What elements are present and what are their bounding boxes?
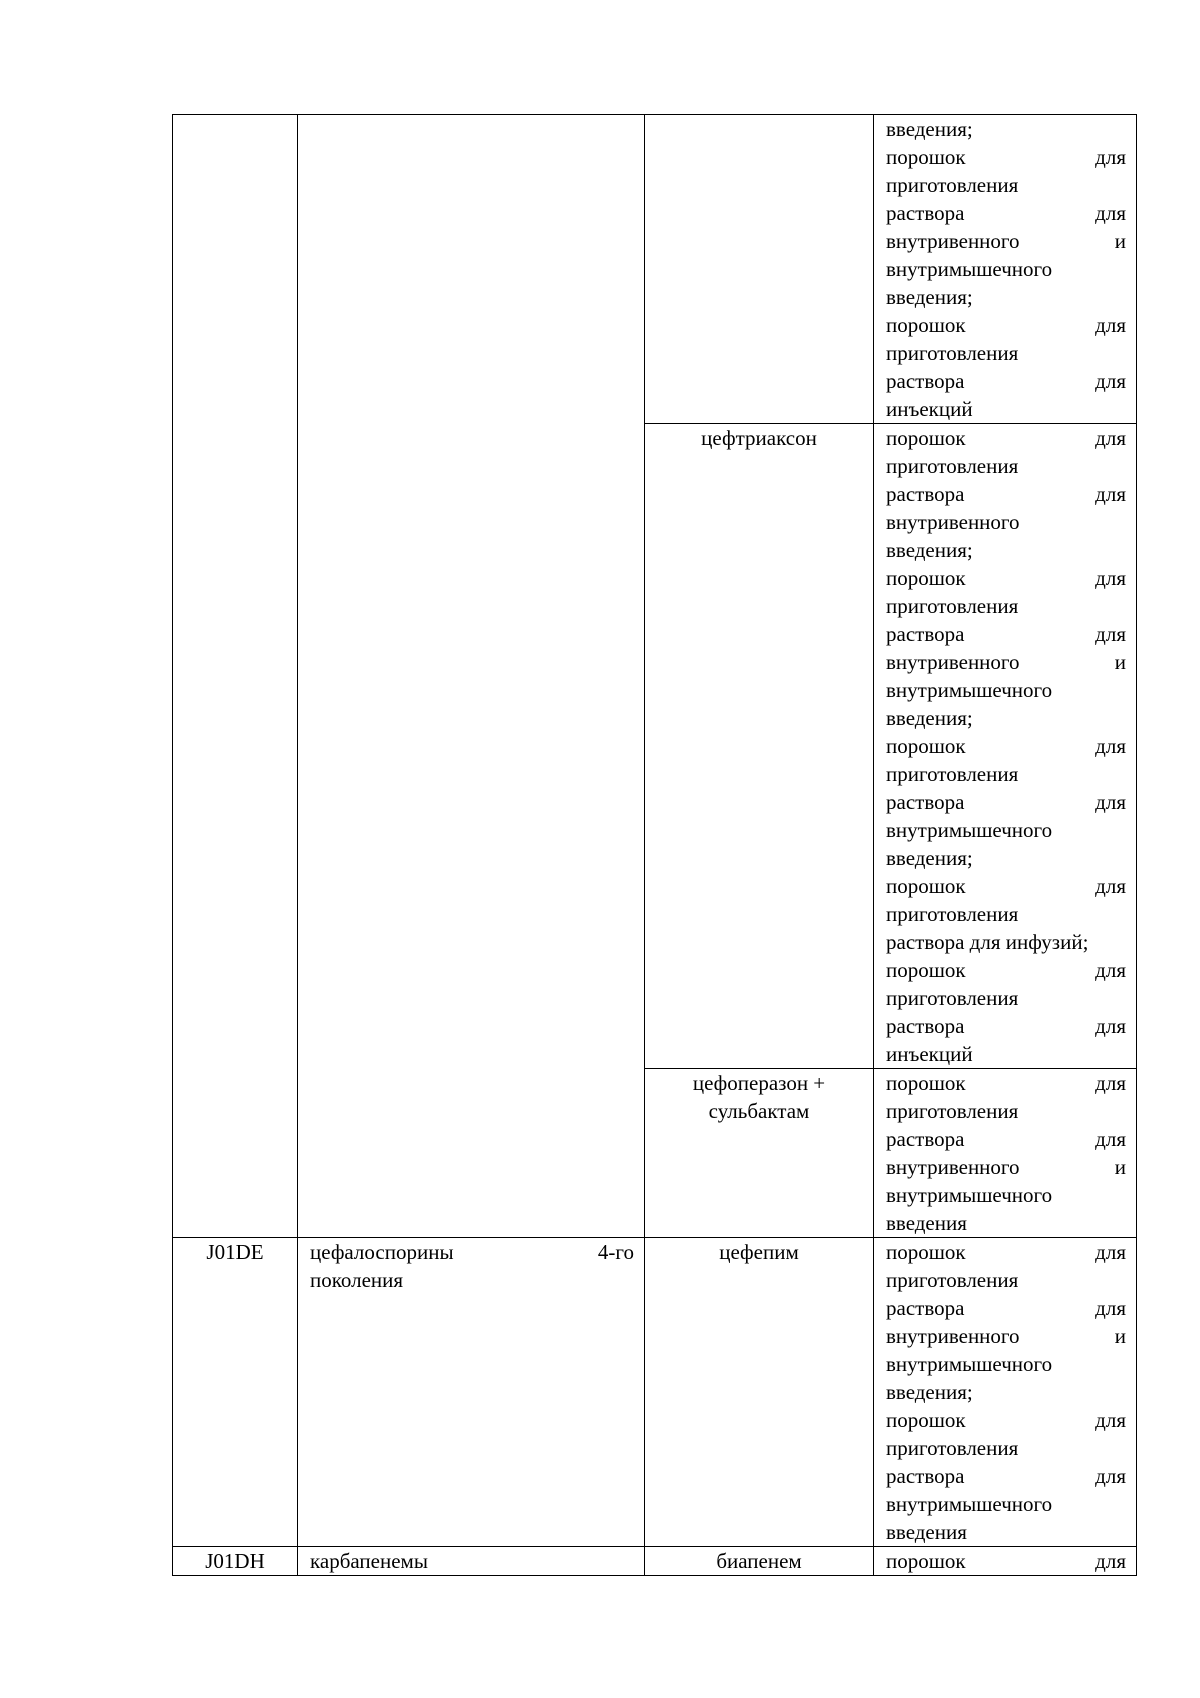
form-line-word: порошок	[886, 1071, 966, 1095]
form-line	[886, 1097, 1126, 1125]
form-line	[886, 592, 1126, 620]
form-line-word: приготовления	[886, 454, 1019, 478]
table-row	[173, 1547, 1137, 1576]
form-line-word: для	[1095, 790, 1126, 814]
form-line	[886, 984, 1126, 1012]
form-line-word: внутривенного	[886, 1155, 1020, 1179]
form-line-word: для	[1095, 369, 1126, 393]
form-line-word: для	[1095, 145, 1126, 169]
form-line-word: порошок	[886, 426, 966, 450]
form-line	[886, 1518, 1126, 1546]
atc-code-cell	[173, 115, 298, 1238]
form-line-word: введения;	[886, 706, 973, 730]
form-line	[886, 395, 1126, 423]
form-line-word: раствора	[886, 1464, 965, 1488]
form-line	[886, 255, 1126, 283]
form-line-word: приготовления	[886, 1268, 1019, 1292]
form-line	[886, 1181, 1126, 1209]
form-line-word: инъекций	[886, 397, 973, 421]
form-line	[886, 1238, 1126, 1266]
form-line	[886, 900, 1126, 928]
dosage-form-cell	[874, 1547, 1137, 1576]
atc-code-cell: J01DH	[173, 1547, 298, 1576]
form-line-word: для	[1095, 958, 1126, 982]
form-line	[886, 648, 1126, 676]
form-line-word: инъекций	[886, 1042, 973, 1066]
form-line-word: и	[1114, 1155, 1126, 1179]
form-line	[886, 480, 1126, 508]
form-line-word: порошок	[886, 734, 966, 758]
form-line-word: раствора	[886, 1014, 965, 1038]
form-line-word: и	[1114, 1324, 1126, 1348]
form-line	[886, 143, 1126, 171]
form-line-word: для	[1095, 734, 1126, 758]
form-line-word: приготовления	[886, 902, 1019, 926]
form-line	[886, 508, 1126, 536]
form-line-word: для	[1095, 1127, 1126, 1151]
form-line-word: внутримышечного	[886, 257, 1053, 281]
group-line-word: карбапенемы	[310, 1549, 428, 1573]
form-line	[886, 1209, 1126, 1237]
form-line	[886, 704, 1126, 732]
group-line	[310, 1238, 634, 1266]
drug-name-line: цефтриаксон	[701, 426, 817, 450]
form-line	[886, 732, 1126, 760]
group-line-word: 4-го	[597, 1240, 634, 1264]
group-line	[310, 1547, 634, 1575]
drug-name-cell	[645, 1238, 874, 1547]
form-line-word: внутривенного	[886, 229, 1020, 253]
drug-name-cell	[645, 115, 874, 424]
drug-name-cell	[645, 1069, 874, 1238]
group-line-word: поколения	[310, 1268, 404, 1292]
form-line-word: приготовления	[886, 1436, 1019, 1460]
form-line	[886, 1040, 1126, 1068]
medication-table	[172, 114, 1137, 1576]
form-line-word: для	[1095, 313, 1126, 337]
drug-name-line: сульбактам	[708, 1099, 810, 1123]
drug-name-line: цефепим	[719, 1240, 799, 1264]
form-line	[886, 1322, 1126, 1350]
form-line-word: для	[1095, 1464, 1126, 1488]
form-line-word: внутримышечного	[886, 1352, 1053, 1376]
form-line-word: введения;	[886, 117, 973, 141]
form-line-word: приготовления	[886, 762, 1019, 786]
form-line-word: раствора	[886, 201, 965, 225]
form-line-word: внутримышечного	[886, 818, 1053, 842]
form-line-word: для	[1095, 1408, 1126, 1432]
form-line	[886, 424, 1126, 452]
form-line	[886, 339, 1126, 367]
form-line	[886, 1069, 1126, 1097]
form-line-word: порошок	[886, 958, 966, 982]
form-line	[886, 1012, 1126, 1040]
form-line	[886, 1266, 1126, 1294]
form-line	[886, 1406, 1126, 1434]
form-line	[886, 311, 1126, 339]
group-cell	[298, 1238, 645, 1547]
form-line	[886, 928, 1126, 956]
form-line-word: приготовления	[886, 173, 1019, 197]
form-line-word: раствора	[886, 369, 965, 393]
form-line	[886, 199, 1126, 227]
form-line-word: и	[1114, 650, 1126, 674]
form-line	[886, 1490, 1126, 1518]
form-line-word: для	[1095, 566, 1126, 590]
table-row	[173, 1238, 1137, 1547]
form-line	[886, 844, 1126, 872]
form-line	[886, 1125, 1126, 1153]
dosage-form-cell	[874, 115, 1137, 424]
form-line-word: приготовления	[886, 594, 1019, 618]
form-line-word: внутривенного	[886, 650, 1020, 674]
form-line-word: раствора	[886, 790, 965, 814]
form-line-word: для	[1095, 1549, 1126, 1573]
form-line-word: раствора	[886, 1296, 965, 1320]
form-line-word: для	[1095, 1071, 1126, 1095]
table-row	[173, 115, 1137, 424]
form-line-word: порошок	[886, 1549, 966, 1573]
form-line	[886, 1153, 1126, 1181]
form-line-word: приготовления	[886, 341, 1019, 365]
drug-name-line: цефоперазон +	[692, 1071, 826, 1095]
form-line	[886, 620, 1126, 648]
group-line-word: цефалоспорины	[310, 1240, 454, 1264]
form-line-word: порошок	[886, 1408, 966, 1432]
form-line	[886, 1294, 1126, 1322]
form-line-word: введения	[886, 1520, 967, 1544]
form-line-word: для	[1095, 622, 1126, 646]
drug-name-line: биапенем	[716, 1549, 802, 1573]
form-line-word: порошок	[886, 313, 966, 337]
form-line-word: и	[1114, 229, 1126, 253]
form-line	[886, 367, 1126, 395]
atc-code-cell: J01DE	[173, 1238, 298, 1547]
dosage-form-cell	[874, 1069, 1137, 1238]
form-line-word: введения;	[886, 846, 973, 870]
form-line-word: внутримышечного	[886, 678, 1053, 702]
form-line-word: для	[1095, 1014, 1126, 1038]
form-line	[886, 171, 1126, 199]
form-line	[886, 536, 1126, 564]
form-line-word: внутримышечного	[886, 1183, 1053, 1207]
form-line-word: для	[1095, 482, 1126, 506]
form-line	[886, 452, 1126, 480]
form-line	[886, 564, 1126, 592]
form-line	[886, 788, 1126, 816]
form-line	[886, 227, 1126, 255]
form-line-word: для	[1095, 1296, 1126, 1320]
form-line-word: для	[1095, 1240, 1126, 1264]
form-line-word: раствора для инфузий;	[886, 930, 1089, 954]
group-cell	[298, 1547, 645, 1576]
drug-name-cell	[645, 1547, 874, 1576]
form-line-word: внутримышечного	[886, 1492, 1053, 1516]
form-line-word: порошок	[886, 145, 966, 169]
form-line	[886, 1462, 1126, 1490]
form-line	[886, 115, 1126, 143]
drug-name-cell	[645, 424, 874, 1069]
dosage-form-cell	[874, 424, 1137, 1069]
form-line-word: порошок	[886, 874, 966, 898]
form-line-word: введения;	[886, 285, 973, 309]
form-line-word: для	[1095, 201, 1126, 225]
form-line-word: введения;	[886, 1380, 973, 1404]
form-line	[886, 1434, 1126, 1462]
form-line	[886, 1547, 1126, 1575]
form-line	[886, 1378, 1126, 1406]
form-line-word: для	[1095, 426, 1126, 450]
form-line	[886, 872, 1126, 900]
form-line-word: для	[1095, 874, 1126, 898]
form-line-word: раствора	[886, 622, 965, 646]
form-line	[886, 1350, 1126, 1378]
form-line-word: внутривенного	[886, 510, 1020, 534]
form-line	[886, 760, 1126, 788]
form-line-word: порошок	[886, 1240, 966, 1264]
group-cell	[298, 115, 645, 1238]
form-line-word: приготовления	[886, 986, 1019, 1010]
form-line-word: введения	[886, 1211, 967, 1235]
form-line-word: порошок	[886, 566, 966, 590]
form-line-word: раствора	[886, 1127, 965, 1151]
form-line	[886, 956, 1126, 984]
dosage-form-cell	[874, 1238, 1137, 1547]
form-line	[886, 283, 1126, 311]
form-line	[886, 816, 1126, 844]
form-line-word: введения;	[886, 538, 973, 562]
form-line-word: приготовления	[886, 1099, 1019, 1123]
form-line	[886, 676, 1126, 704]
group-line	[310, 1266, 634, 1294]
form-line-word: раствора	[886, 482, 965, 506]
form-line-word: внутривенного	[886, 1324, 1020, 1348]
